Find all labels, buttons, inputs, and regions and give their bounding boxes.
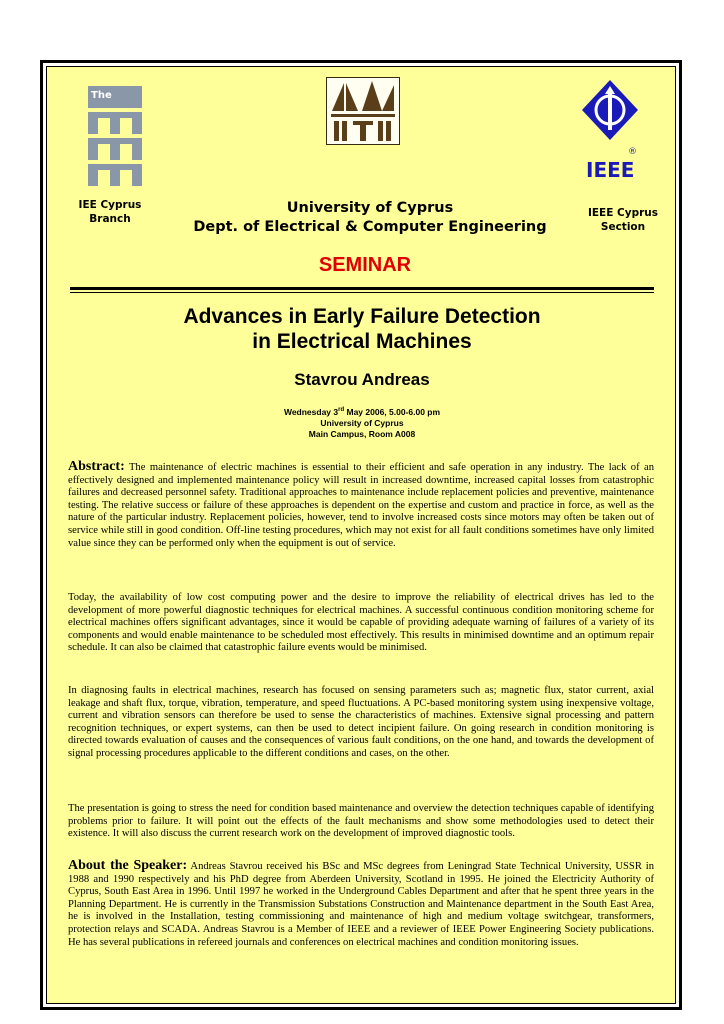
iee-cyprus-branch: IEE Cyprus Branch xyxy=(78,199,142,225)
about-speaker-label: About the Speaker: xyxy=(68,858,188,873)
divider-thick xyxy=(70,287,654,290)
event-venue: University of Cyprus xyxy=(320,418,404,428)
university-name: University of Cyprus xyxy=(286,200,454,216)
abstract-paragraph-2: Today, the availability of low cost computing power and the desire to improve the reliability of electrical drives has led to the development of more powerful diagnostic techniques for electrical machines. A successful continuous condition monitoring scheme for electrical machines offers significant advantages, since it would be capable of providing adequate warning of failures of a variety of its components and would enable maintenance to be scheduled most effectively. This results in minimised downtime and an optimum repair schedule. It can also be claimed that catastrophic failure events would be minimised. xyxy=(68,592,654,654)
ieee-registered-mark: ® xyxy=(628,147,637,157)
ieee-logo-icon xyxy=(580,78,640,184)
speaker-name: Stavrou Andreas xyxy=(294,370,430,389)
iee-logo-text: The xyxy=(91,90,112,101)
event-room: Main Campus, Room A008 xyxy=(308,429,416,439)
about-speaker-paragraph: About the Speaker: Andreas Stavrou received his BSc and MSc degrees from Leningrad State Technical University, USSR in 1988 and 1990 respectively and his PhD degree from Aberdeen University, Scotland in 1995. He joined the Electricity Authority of Cyprus, South East Area in 1996. Until 1997 he worked in the Underground Cables Department and after that he spent three years in the Planning Department. He is currently in the Transmission Substations Construction and Maintenance department in the South East Area, he is involved in the Installation, testing commissioning and maintenance of high and medium voltage switchgear, transformers, protection relays and SCADA. Andreas Stavrou is a Member of IEEE and a reviewer of IEEE Power Engineering Society publications. He has several publications in refereed journals and conferences on electrical machines and condition monitoring issues. xyxy=(68,858,654,948)
ieee-logo-text: IEEE xyxy=(586,158,635,182)
abstract-paragraph-3: In diagnosing faults in electrical machines, research has focused on sensing parameters such as; magnetic flux, stator current, axial leakage and shaft flux, torque, vibration, temperature, and speed fluctuations. A PC-based monitoring system using inexpensive voltage, current and vibration sensors can therefore be used to sense the characteristics of machines. Extensive signal processing and pattern recognition techniques, or expert systems, can then be used to detect incipient failure. On going research in condition monitoring is directed towards evaluation of causes and the consequences of various fault conditions, on the one hand, and towards the development of signal processing procedures applicable to the different conditions and cases, on the other. xyxy=(68,685,654,759)
talk-title-line-2: in Electrical Machines xyxy=(252,330,472,353)
abstract-label: Abstract: xyxy=(68,459,125,474)
ieee-cyprus-section: IEEE Cyprus Section xyxy=(587,207,659,233)
divider-thin xyxy=(70,292,654,293)
talk-title-line-1: Advances in Early Failure Detection xyxy=(183,305,541,328)
iee-logo-icon xyxy=(88,86,142,186)
abstract-paragraph-4: The presentation is going to stress the need for condition based maintenance and overview the detection techniques capable of identifying problems prior to failure. It will point out the effects of the fault mechanisms and show some methodologies used to detect their existence. It will also discuss the current research work on the development of improved diagnostic tools. xyxy=(68,803,654,840)
seminar-heading: SEMINAR xyxy=(318,254,412,276)
department-name: Dept. of Electrical & Computer Engineering xyxy=(193,219,547,235)
university-logo-icon xyxy=(326,77,400,145)
abstract-paragraph-1: Abstract: The maintenance of electric machines is essential to their efficient and safe operation in any industry. The lack of an effectively designed and implemented maintenance policy will result in increased downtime, increased capital losses from catastrophic failures and decreased personnel safety. Traditional approaches to maintenance include replacement policies and preventive, maintenance testing. The relative success or failure of these approaches is dependent on the expertise and custom and practice in force, as well as the nature of the particular industry. Replacement policies, however, tend to involve increased costs since motors may often be taken out of service while still in good condition. Off-line testing procedures, which may not exist for all fault conditions sometimes have only limited value since they can be performed only when the equipment is out of service. xyxy=(68,459,654,549)
event-date-time: Wednesday 3rd May 2006, 5.00-6.00 pm xyxy=(283,407,441,417)
